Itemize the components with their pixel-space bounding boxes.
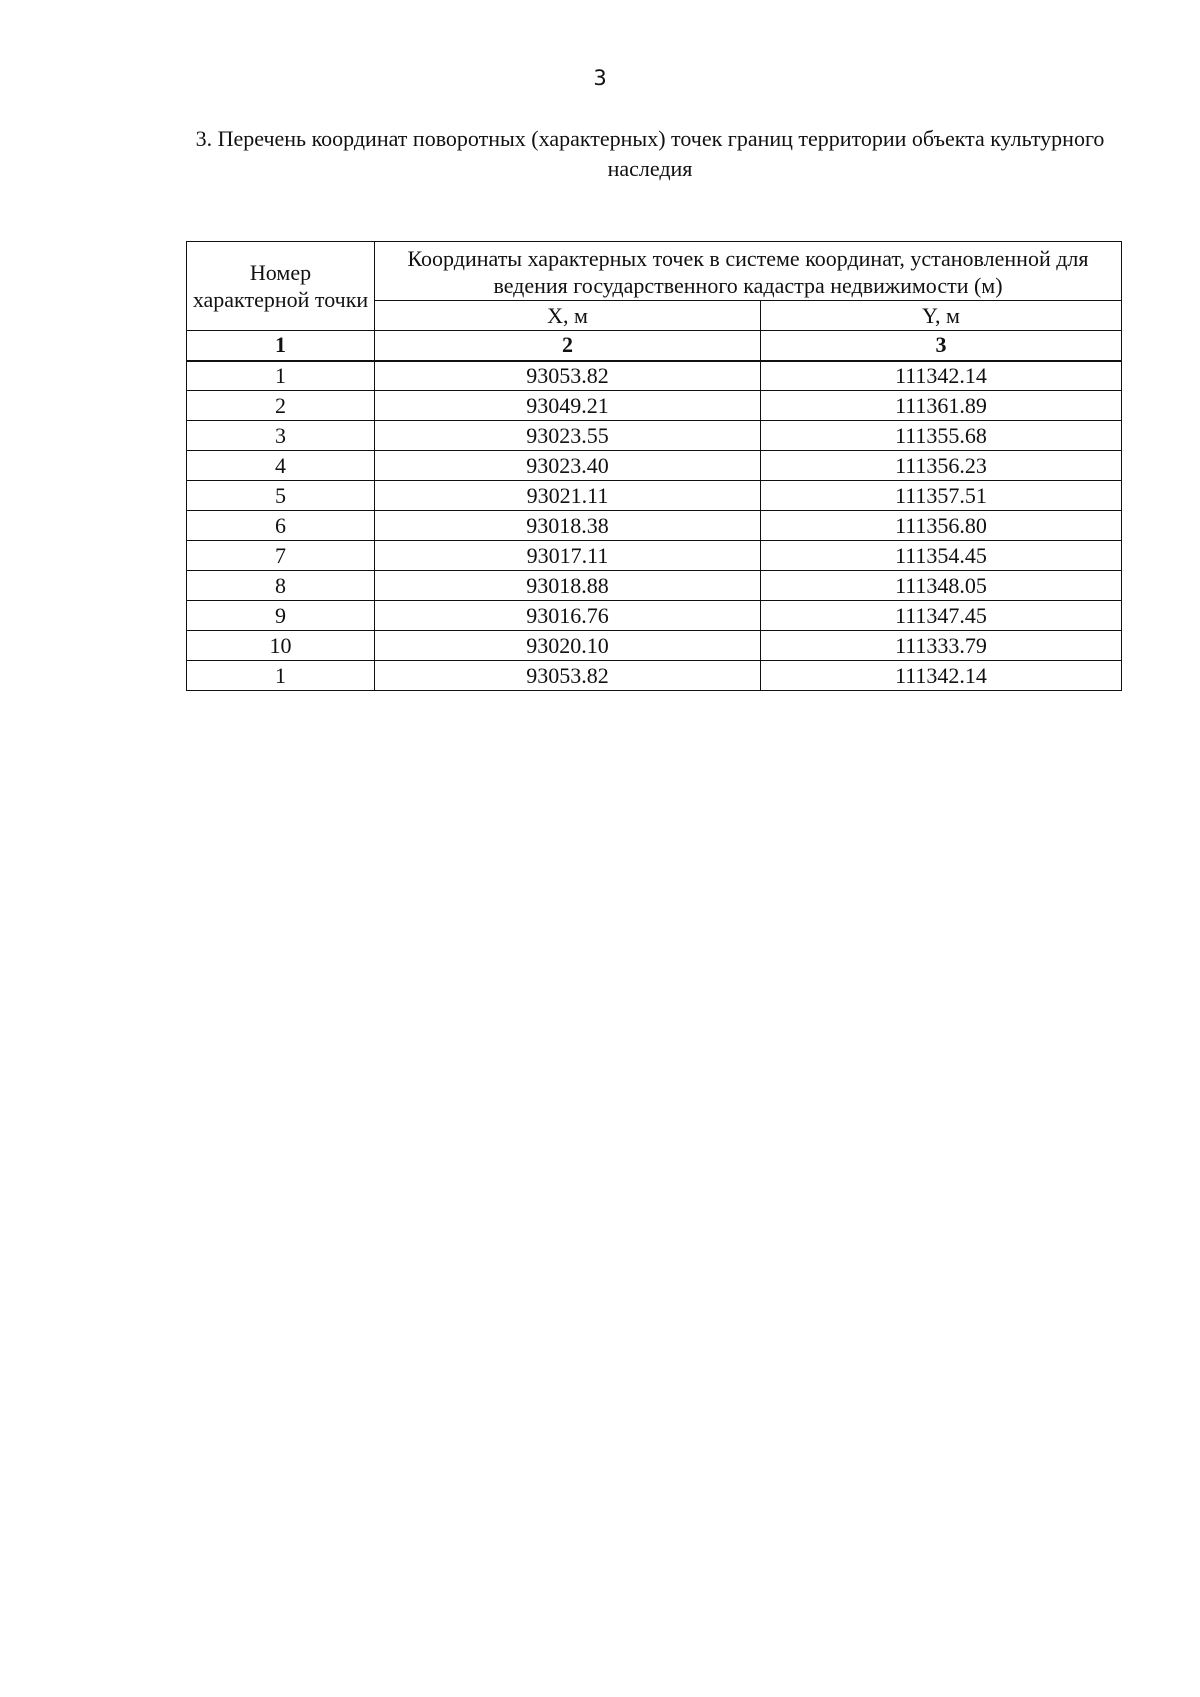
table-row: [187, 361, 1122, 391]
x-coordinate-cell: 93053.82: [375, 361, 761, 391]
y-coordinate-cell: 111354.45: [761, 541, 1122, 571]
header-coordinates: Координаты характерных точек в системе координат, установленной для ведения государственного кадастра недвижимости (м): [375, 242, 1122, 301]
x-coordinate-cell: 93053.82: [375, 661, 761, 691]
y-coordinate-cell: 111357.51: [761, 481, 1122, 511]
y-coordinate-cell: 111342.14: [761, 361, 1122, 391]
column-number: 2: [375, 331, 761, 361]
x-coordinate-cell: 93016.76: [375, 601, 761, 631]
x-coordinate-cell: 93023.40: [375, 451, 761, 481]
table-row: [187, 661, 1122, 691]
point-number-cell: 2: [187, 391, 375, 421]
point-number-cell: 9: [187, 601, 375, 631]
column-number: 1: [187, 331, 375, 361]
point-number-cell: 4: [187, 451, 375, 481]
point-number-cell: 1: [187, 661, 375, 691]
x-coordinate-cell: 93020.10: [375, 631, 761, 661]
point-number-cell: 10: [187, 631, 375, 661]
table-body: [187, 361, 1122, 691]
point-number-cell: 8: [187, 571, 375, 601]
y-coordinate-cell: 111361.89: [761, 391, 1122, 421]
column-number: 3: [761, 331, 1122, 361]
header-x: X, м: [375, 301, 761, 331]
table-row: [187, 481, 1122, 511]
point-number-cell: 5: [187, 481, 375, 511]
y-coordinate-cell: 111347.45: [761, 601, 1122, 631]
point-number-cell: 7: [187, 541, 375, 571]
document-title: 3. Перечень координат поворотных (характерных) точек границ территории объекта культурного наследия: [195, 126, 1105, 181]
y-coordinate-cell: 111342.14: [761, 661, 1122, 691]
table-row: [187, 421, 1122, 451]
table-row: [187, 391, 1122, 421]
point-number-cell: 1: [187, 361, 375, 391]
point-number-cell: 3: [187, 421, 375, 451]
x-coordinate-cell: 93018.38: [375, 511, 761, 541]
y-coordinate-cell: 111348.05: [761, 571, 1122, 601]
page-number: 3: [593, 66, 607, 90]
x-coordinate-cell: 93017.11: [375, 541, 761, 571]
column-number-row: [187, 331, 1122, 361]
x-coordinate-cell: 93021.11: [375, 481, 761, 511]
table-row: [187, 601, 1122, 631]
table-row: [187, 631, 1122, 661]
y-coordinate-cell: 111333.79: [761, 631, 1122, 661]
point-number-cell: 6: [187, 511, 375, 541]
table-row: [187, 571, 1122, 601]
y-coordinate-cell: 111355.68: [761, 421, 1122, 451]
header-y: Y, м: [761, 301, 1122, 331]
coordinates-table: [186, 241, 1122, 691]
table-row: [187, 541, 1122, 571]
table-row: [187, 511, 1122, 541]
table-header-row: [187, 242, 1122, 301]
x-coordinate-cell: 93018.88: [375, 571, 761, 601]
y-coordinate-cell: 111356.80: [761, 511, 1122, 541]
header-point-number: Номер характерной точки: [187, 242, 375, 331]
table-row: [187, 451, 1122, 481]
y-coordinate-cell: 111356.23: [761, 451, 1122, 481]
x-coordinate-cell: 93049.21: [375, 391, 761, 421]
x-coordinate-cell: 93023.55: [375, 421, 761, 451]
